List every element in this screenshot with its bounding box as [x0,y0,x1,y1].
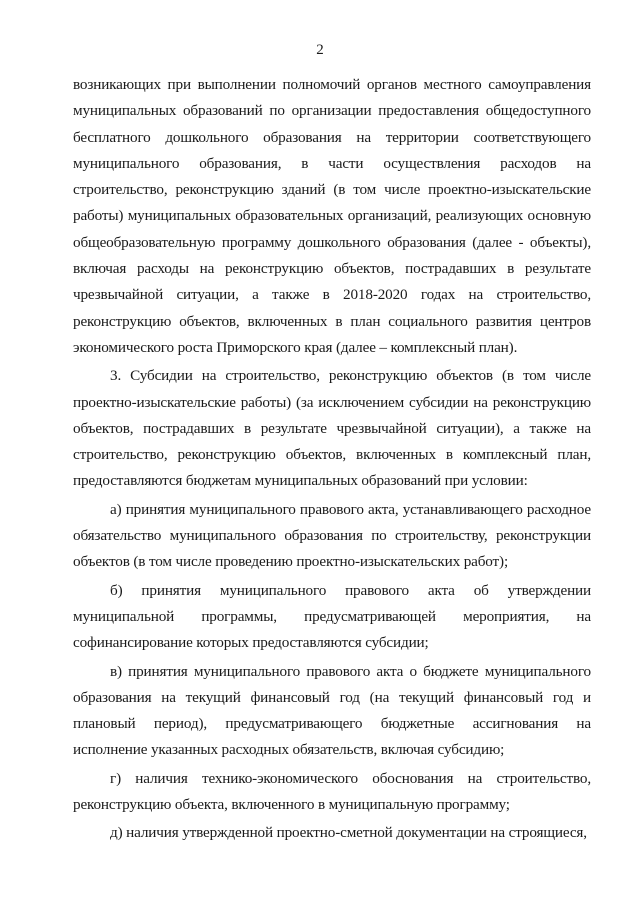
paragraph-subitem-a: а) принятия муниципального правового акта, устанавливающего расходное обязательство муниципального образования по строительству, реконструкции объектов (в том числе проведению проектно-изыскательских работ); [73,500,591,571]
paragraph-subitem-g: г) наличия технико-экономического обоснования на строительство, реконструкцию объекта, включенного в муниципальную программу; [73,769,591,814]
paragraph-item-3: 3. Субсидии на строительство, реконструкцию объектов (в том числе проектно-изыскательские работы) (за исключением субсидии на реконструкцию объектов, пострадавших в результате чрезвычайной ситуации), а также на строительство, реконструкцию объектов, включенных в комплексный план, предоставляются бюджетам муниципальных образований при условии: [73,367,591,490]
paragraph-continuation: возникающих при выполнении полномочий органов местного самоуправления муниципальных образований по организации предоставления общедоступного бесплатного дошкольного образования на территории соответствующего муниципального образования, в части осуществления расходов на строительство, реконструкцию зданий (в том числе проектно-изыскательские работы) муниципальных образовательных организаций, реализующих основную общеобразовательную программу дошкольного образования (далее - объекты), включая расходы на реконструкцию объектов, пострадавших в результате чрезвычайной ситуации, а также в 2018-2020 годах на строительство, реконструкцию объектов, включенных в план социального развития центров экономического роста Приморского края (далее – комплексный план). [73,76,591,356]
document-body [73,72,591,847]
paragraph-subitem-d: д) наличия утвержденной проектно-сметной документации на строящиеся, [110,824,587,842]
paragraph-subitem-b: б) принятия муниципального правового акта об утверждении муниципальной программы, предусматривающей мероприятия, на софинансирование которых предоставляются субсидии; [73,581,591,652]
page-number: 2 [316,42,324,58]
paragraph-subitem-v: в) принятия муниципального правового акта о бюджете муниципального образования на текущий финансовый год (на текущий финансовый год и плановый период), предусматривающего бюджетные ассигнования на исполнение указанных расходных обязательств, включая субсидию; [73,662,591,759]
